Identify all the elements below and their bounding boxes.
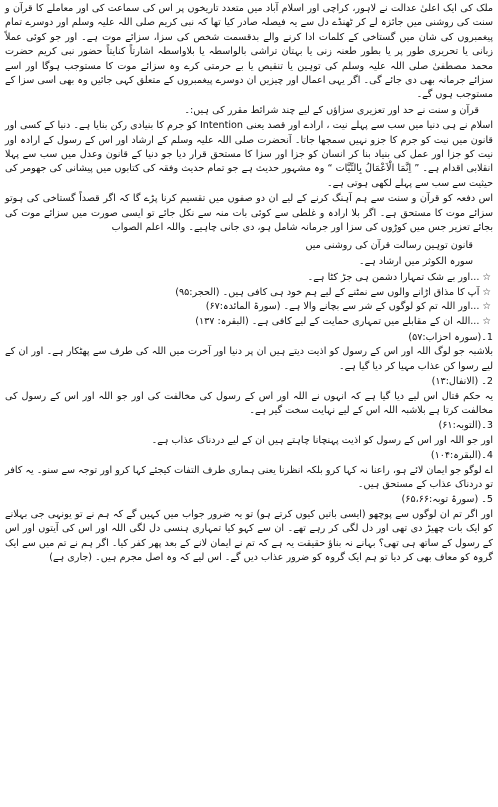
paragraph-intention [5, 119, 493, 191]
verse-line: ☆...اور اللہ تم کو لوگوں کے شر سے بچانے والا ہے۔ (سورۃ المائدہ:۶۷) [205, 301, 491, 313]
item-2-text: یہ حکم قتال اس لیے دیا گیا ہے کہ انہوں نے اللہ اور اس کے رسول کی مخالفت کی اور جو اللہ اور اس کے رسول کی مخالفت کرتا ہے بلاشبہ اللہ اس کے لیے نہایت سخت گیر ہے۔ [5, 390, 493, 416]
surah-kauthar-intro: سورہ الکوثر میں ارشاد ہے۔ [359, 255, 473, 267]
item-4-reference: 4۔(البقرہ:۱۰۴) [430, 450, 493, 462]
item-3-text: اور جو اللہ اور اس کے رسول کو اذیت پہنچانا چاہتے ہیں ان کے لیے دردناک عذاب ہے۔ [151, 434, 493, 446]
paragraph-conditions: قرآن و سنت نے حد اور تعزیری سزاؤں کے لیے چند شرائط مقرر کی ہیں:۔ [184, 104, 479, 116]
star-icon: ☆ [482, 272, 491, 284]
item-4-text: اے لوگو جو ایمان لائے ہو، راعنا نہ کہا کرو بلکہ انظرنا یعنی ہماری طرف التفات کیجئے کہا کرو اور توجہ سے سنو۔ یہ کافر تو دردناک عذاب کے مستحق ہیں۔ [5, 464, 493, 490]
intention-english-word: Intention [199, 120, 243, 132]
item-1-text: بلاشبہ جو لوگ اللہ اور اس کے رسول کو اذیت دیتے ہیں ان پر دنیا اور آخرت میں اللہ کی طرف سے پھٹکار ہے۔ اور ان کے لیے رسوا کن عذاب مہیا کر دیا گیا ہے۔ [5, 346, 493, 372]
continued-label: (جاری ہے) [49, 552, 93, 564]
intention-text-end: کو جرم کا بنیادی رکن بنایا ہے۔ دنیا کے کسی اور قانون میں نیت کو جرم کا جزو نہیں سمجھا جاتا۔ آنحضرت صلی اللہ علیہ وسلم کے ارشاد اور اس کے رسول کے ارادہ اور نیت کو جزا اور عمل کی بنیاد بنا کر انسان کو جزا اور سزا کا مستحق قرار دیا جو دنیا کے قانون وعدل میں سب سے پہلا انقلابی اقدام ہے۔ ” اِنَّمَا الْاَعْمَالُ بِالنِّیَّات “ وہ مشہور حدیث ہے جو تمام حدیث وفقہ کی کتابوں میں پیشانی کی جھومر کی حیثیت سے سب سے پہلے لکھی ہوتی ہے۔ [5, 120, 493, 189]
item-5-reference: 5۔ (سورۃ توبہ:۶۵،۶۶) [401, 494, 493, 506]
verse-line: ☆آپ کا مذاق اڑانے والوں سے نمٹنے کے لیے ہم خود ہی کافی ہیں۔ (الحجر:۹۵) [175, 286, 491, 298]
verse-line: ☆...اللہ ان کے مقابلے میں تمہاری حمایت کے لیے کافی ہے۔ (البقرہ: ۱۳۷) [195, 315, 491, 327]
star-icon: ☆ [482, 301, 491, 313]
star-icon: ☆ [482, 286, 491, 298]
star-icon: ☆ [482, 315, 491, 327]
intention-text-start: اسلام نے ہی دنیا میں سب سے پہلے نیت ، ارادے اور قصد یعنی [242, 120, 494, 132]
item-2-reference: 2۔ (الانفال:۱۳) [431, 376, 493, 388]
item-1-reference: 1۔(سورہ احزاب:۵۷) [408, 331, 493, 343]
item-5-text: اور اگر تم ان لوگوں سے پوچھو (ایسی باتیں کیوں کرتے ہو) تو یہ ضرور جواب میں کہیں گے کہ ہم نے تو یونہی جی بہلانے کو ایک بات چھیڑ دی تھی اور دل لگی کر رہے تھے۔ ان سے کہو کیا تمہاری ہنسی دل لگی اللہ اور اس کی آیتوں اور اس کے رسول کے ساتھ ہی تھی؟ بہانے نہ بناؤ حقیقت یہ ہے کہ تم نے ایمان لانے کے بعد پھر کفر کیا۔ اگر ہم نے تم میں سے ایک گروہ کو معاف بھی کر دیا تو ہم ایک گروہ کو ضرور عذاب دیں گے۔ اس لیے کہ وہ اصل مجرم ہیں۔ (جاری ہے) [5, 508, 493, 564]
verse-line: ☆...اور بے شک تمہارا دشمن ہی جڑ کٹا ہے۔ [307, 272, 491, 284]
paragraph-amendment: اس دفعہ کو قرآن و سنت سے ہم آہنگ کرنے کے لیے ان دو صفوں میں تقسیم کرنا پڑے گا کہ اگر قصداً گستاخی کی ہوتو سزائے موت کا مستحق ہے۔ اگر بلا ارادہ و غلطی سے کوئی بات منہ سے نکل جائے تو ایسی صورت میں سزائے موت کی بجائے تعزیر جس میں کوڑوں کی سزا اور جرمانہ شامل ہو، دی جانی چاہیے۔ واللہ اعلم الصواب [5, 193, 493, 234]
paragraph-court-verdict: ملک کی ایک اعلیٰ عدالت نے لاہور، کراچی اور اسلام آباد میں متعدد تاریخوں پر اس کی سماعت کی اور معاملے کا قرآن و سنت کی روشنی میں جائزہ لے کر ٹھنڈے دل سے یہ فیصلہ صادر کیا تھا کہ نبی کریم صلی اللہ علیہ وسلم اور دوسرے تمام پیغمبروں کی شان میں گستاخی کے کلمات ادا کرنے والے بدقسمت شخص کی سزا، سزائے موت ہے۔ اور جو کوئی عملاً زبانی یا تحریری طور پر یا بطور طعنہ زنی یا بہتان تراشی بالواسطہ یا بلاواسطہ اشارتاً کنایتاً حضور نبی کریم حضرت محمد مصطفیٰ صلی اللہ علیہ وسلم کی توہین یا تنقیص یا بے حرمتی کرے وہ سزائے موت کا مستوجب ہوگا اور اسے سزائے جرمانہ بھی دی جائے گی۔ اگر یہی اعمال اور چیزیں ان دوسرے پیغمبروں کے متعلق کہی جائیں وہ بھی اسی سزا کے مستوجب ہوں گے۔ [5, 3, 493, 101]
section-heading: قانون توہین رسالت قرآن کی روشنی میں [305, 239, 473, 251]
item-3-reference: 3۔(التوبہ:۶۱) [438, 420, 493, 432]
